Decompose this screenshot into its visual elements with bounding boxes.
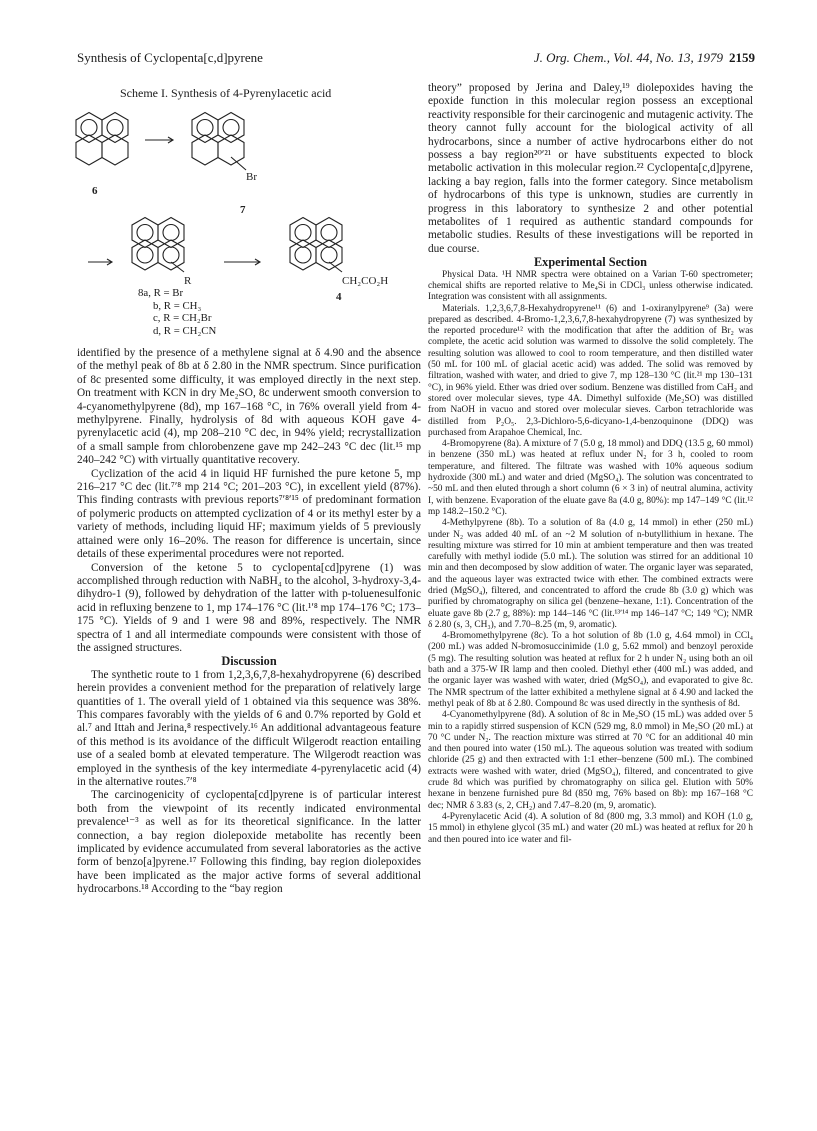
paragraph: identified by the presence of a methylene signal at δ 4.90 and the absence of the methyl peak of 8b at δ 2.80 in the NMR spectrum. Since purification of 8c presented some difficulty, it was employed directly in the next step. On treatment with KCN in dry Me₂SO, 8c underwent smooth conversion to 4-cyanomethylpyrene (8d), mp 167–168 °C, in 76% overall yield from 4-methylpyrene. Finally, hydrolysis of 8d with aqueous KOH gave 4-pyrenylacetic acid (4), mp 208–210 °C dec, in 94% yield; recrystallization of a small sample from chlorobenzene gave mp 242–243 °C dec (lit.¹⁵ mp 240–242 °C) with virtually quantitative recovery. <box>77 347 421 467</box>
running-header-title: Synthesis of Cyclopenta[c,d]pyrene <box>77 50 263 65</box>
label-ch2co2h: CH₂CO₂H <box>342 275 389 287</box>
paragraph: Cyclization of the acid 4 in liquid HF furnished the pure ketone 5, mp 216–217 °C dec (lit.⁷ʹ⁸ mp 214 °C; 201–203 °C), in excellent yield (87%). This finding contrasts with previous reports⁷ʹ⁸ʹ¹⁵ of predominant formation of polymeric products on attempted cyclization of 4 or its methyl ester by a variety of methods, including liquid HF; maximum yields of 5 previously attained were only 16–20%. The reason for difference is uncertain, since details of these experimental procedures were not reported. <box>77 467 421 561</box>
experimental-text <box>428 270 753 846</box>
experimental-paragraph: 4-Methylpyrene (8b). To a solution of 8a (4.0 g, 14 mmol) in ether (250 mL) under N₂ was added 40 mL of an ~2 M solution of n-butyllithium in hexane. The resulting mixture was stirred for 10 min at ambient temperature and then was treated carefully with methyl iodide (5.0 mL). The solution was stirred for an additional 10 min and then decomposed by slow addition of water. The organic layer was separated, and the aqueous layer was extracted twice with ether. The combined extracts were dried (MgSO₄), filtered, and concentrated to afford the crude 8b (3.0 g) which was purified by chromatography on silica gel (benzene–hexane, 1:1). Concentration of the eluate gave 8b (2.7 g, 88%): mp 144–146 °C (lit.¹³ʹ¹⁴ mp 146–147 °C; 149 °C); NMR δ 2.80 (s, 3, CH₃), and 7.70–8.25 (m, 9, aromatic). <box>428 518 753 630</box>
experimental-paragraph: Physical Data. ¹H NMR spectra were obtained on a Varian T-60 spectrometer; chemical shifts are reported relative to Me₄Si in CDCl₃ unless otherwise indicated. Integration was consistent with all assignments. <box>428 269 753 303</box>
label-compound-7: 7 <box>240 204 246 216</box>
experimental-paragraph: 4-Bromomethylpyrene (8c). To a hot solution of 8b (1.0 g, 4.64 mmol) in CCl₄ (200 mL) was added N-bromosuccinimide (1.0 g, 5.62 mmol) and benzoyl peroxide (5 mg). The resulting solution was heated at reflux for 2 h under N₂ using both an oil bath and a 375-W IR lamp and then cooled. Diethyl ether (400 mL) was added, and the organic layer was washed with water, dried (MgSO₄), and evaporated to give 8c. The NMR spectrum of the latter exhibited a methylene signal at δ 4.90 and lacked the methyl peak of 8b at δ 2.80. Compound 8c was used directly in the synthesis of 8d. <box>428 631 753 709</box>
scheme-title: Scheme I. Synthesis of 4-Pyrenylacetic acid <box>120 86 332 100</box>
section-heading-discussion: Discussion <box>221 654 277 669</box>
running-header-journal <box>534 50 755 66</box>
label-compound-4: 4 <box>336 291 342 303</box>
substituent-list <box>138 287 216 337</box>
experimental-paragraph: 4-Pyrenylacetic Acid (4). A solution of 8d (800 mg, 3.3 mmol) and KOH (1.0 g, 15 mmol) in ethylene glycol (35 mL) and water (20 mL) was heated at reflux for 20 h and then poured into ice water and fil- <box>428 811 753 845</box>
structure-4 <box>290 218 342 271</box>
r-list-item: c, R = CH₂Br <box>153 312 212 325</box>
journal-citation: J. Org. Chem., Vol. 44, No. 13, 1979 <box>533 50 723 65</box>
page-number: 2159 <box>729 50 755 65</box>
label-r: R <box>184 275 192 287</box>
r-list-item: b, R = CH₃ <box>153 299 202 312</box>
structure-7 <box>192 113 244 166</box>
label-compound-6: 6 <box>92 185 98 197</box>
section-heading-experimental: Experimental Section <box>533 255 648 270</box>
experimental-paragraph: 4-Cyanomethylpyrene (8d). A solution of 8c in Me₂SO (15 mL) was added over 5 min to a rapidly stirred suspension of KCN (529 mg, 8.0 mmol) in Me₂SO (20 mL) at 70 °C under N₂. The reaction mixture was stirred at 70 °C for an additional 40 min and then poured into water (150 mL). The aqueous solution was treated with sodium chloride (25 g) and then extracted with 1:1 ether–benzene (500 mL). The combined extracts were washed with water, dried (MgSO₄), filtered, and concentrated to give crude 8d which was purified by chromatography on silica gel. Elution with 50% hexane in benzene furnished pure 8d (850 mg, 76% based on 8b): mp 167–168 °C dec; NMR δ 3.83 (s, 2, CH₂) and 7.47–8.20 (m, 9, aromatic). <box>428 710 753 811</box>
paragraph: The carcinogenicity of cyclopenta[cd]pyrene is of particular interest both from the viewpoint of its recently indicated environmental prevalence¹⁻³ as well as for its theoretical significance. In the latter connection, a bay region diolepoxide metabolite has recently been implicated by evidence accumulated from several laboratories as the active form of benzo[a]pyrene.¹⁷ Following this finding, bay region diolepoxides have been implicated as the major active forms of several additional hydrocarbons.¹⁸ According to the “bay region <box>77 789 421 896</box>
paragraph: The synthetic route to 1 from 1,2,3,6,7,8-hexahydropyrene (6) described herein provides a convenient method for the preparation of relatively large quantities of 1. The overall yield of 1 obtained via this sequence was 38%. This compares favorably with the yields of 6 and 0.7% reported by Gold et al.⁷ and Ittah and Jerina,⁸ respectively.¹⁶ An additional advantageous feature of this method is its avoidance of the difficult Wilgerodt reaction entailing use of a sealed bomb at elevated temperature. The Wilgerodt reaction was employed in the synthesis of the key intermediate 4-pyrenylacetic acid (4) in the alternative routes.⁷ʹ⁸ <box>77 668 421 788</box>
r-list-item: d, R = CH₂CN <box>153 324 217 337</box>
paragraph: Conversion of the ketone 5 to cyclopenta[cd]pyrene (1) was accomplished through reduction with NaBH₄ to the alcohol, 3-hydroxy-3,4-dihydro-1 (9), followed by dehydration of the latter with p-toluenesulfonic acid in refluxing benzene to 1, mp 174–176 °C (lit.¹ʹ⁸ mp 174–176 °C; 173–175 °C). Yields of 9 and 1 were 98 and 89%, respectively. The NMR spectra of 1 and all intermediate compounds were consistent with those of the assigned structures. <box>77 561 421 654</box>
structure-8 <box>132 218 184 271</box>
left-column <box>77 347 421 897</box>
label-br: Br <box>246 171 257 183</box>
r-list-item: 8a, R = Br <box>138 287 184 299</box>
experimental-paragraph: 4-Bromopyrene (8a). A mixture of 7 (5.0 g, 18 mmol) and DDQ (13.5 g, 60 mmol) in benzene (350 mL) was heated at reflux under N₂ for 3 h, cooled to room temperature, and filtered. The filtrate was washed with 10% aqueous sodium hydroxide (300 mL) and water and dried (MgSO₄). The solution was concentrated to ~50 mL and then eluted through a short column (6 × 3 in) of neutral alumina, activity I, with benzene. Evaporation of the eluate gave 8a (4.0 g, 80%): mp 147–149 °C (lit.¹² mp 148.2–150.2 °C). <box>428 439 753 517</box>
experimental-paragraph: Materials. 1,2,3,6,7,8-Hexahydropyrene¹¹ (6) and 1-oxiranylpyrene⁹ (3a) were prepared as described. 4-Bromo-1,2,3,6,7,8-hexahydropyrene (7) was synthesized by the reported procedure¹² with the modification that after the addition of Br₂ was complete, the acetic acid solution was warmed to dissolve the solid completely. The resulting solution was allowed to cool to room temperature, and then distilled water (50 mL for 100 mL of glacial acetic acid) was added. The solid was removed by filtration, washed with water, and dried to give 7, mp 128–130 °C (lit.²¹ mp 130–131 °C), in 96% yield. Ether was dried over sodium. Benzene was distilled from CaH₂ and stored over molecular sieves, type 4A. Dimethyl sulfoxide (Me₂SO) was distilled from NaOH in vacuo and stored over molecular sieves. Carbon tetrachloride was distilled from P₂O₅. 2,3-Dichloro-5,6-dicyano-1,4-benzoquinone (DDQ) was purchased from Arapahoe Chemical, Inc. <box>428 303 753 438</box>
structure-6 <box>76 113 128 166</box>
paragraph: theory” proposed by Jerina and Daley,¹⁹ diolepoxides having the epoxide function in this molecular region possess an exceptional reactivity responsible for their carcinogenic and mutagenic activity. The theory cannot fully account for the biological activity of all hydrocarbons, since a number of active hydrocarbons either do not possess a bay region²⁰ʹ²¹ or have substituents expected to block metabolic activation in this molecular region.²² Cyclopenta[c,d]pyrene, lacking a bay region, falls into the former category. Since metabolism of hydrocarbons of this type is unknown, studies are currently in progress in this laboratory to synthesize 2 and other potential metabolites of 1 required as authentic standard compounds for metabolic studies. Results of these investigations will be reported in due course. <box>428 82 753 255</box>
right-column <box>428 82 753 846</box>
